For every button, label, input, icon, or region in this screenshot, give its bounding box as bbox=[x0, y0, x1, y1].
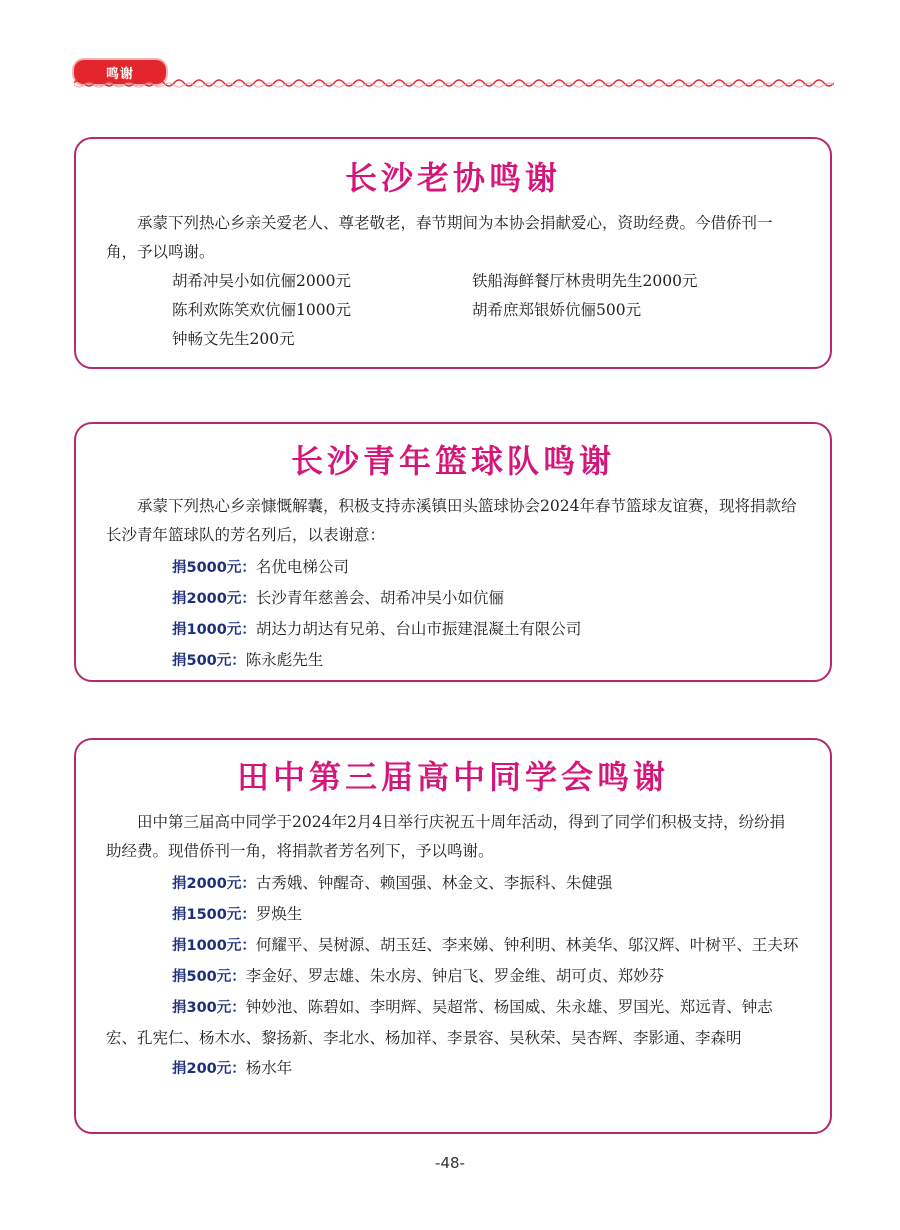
panel-title: 长沙老协鸣谢 bbox=[344, 159, 561, 197]
donation-amount: 捐1500元： bbox=[172, 907, 256, 923]
header-wave-divider bbox=[74, 76, 834, 90]
alumni-association-panel bbox=[74, 738, 832, 1134]
donation-row bbox=[106, 868, 800, 899]
donation-row bbox=[106, 1053, 800, 1084]
donor-names: 陈永彪先生 bbox=[245, 651, 324, 669]
donor-row bbox=[106, 296, 800, 325]
donation-row bbox=[106, 992, 800, 1053]
donor-names: 罗焕生 bbox=[255, 905, 303, 923]
elderly-association-panel bbox=[74, 137, 832, 369]
donor-names: 李金好、罗志雄、朱水房、钟启飞、罗金维、胡可贞、郑妙芬 bbox=[245, 967, 665, 985]
donation-row bbox=[106, 899, 800, 930]
donor-names: 钟妙池、陈碧如、李明辉、吴超常、杨国威、朱永雄、罗国光、郑远青、钟志宏、孔宪仁、杨木水、黎扬新、李北水、杨加祥、李景容、吴秋荣、吴杏辉、李影通、李森明 bbox=[106, 998, 773, 1047]
donation-amount: 捐5000元： bbox=[172, 560, 256, 576]
panel-intro: 承蒙下列热心乡亲关爱老人、尊老敬老，春节期间为本协会捐献爱心，资助经费。今借侨刊一角，予以鸣谢。 bbox=[106, 214, 773, 261]
donor-names: 胡达力胡达有兄弟、台山市振建混凝土有限公司 bbox=[255, 620, 582, 638]
donor-entry: 胡希冲吴小如伉俪2000元 bbox=[172, 272, 351, 290]
donor-names: 古秀娥、钟醒奇、赖国强、林金文、李振科、朱健强 bbox=[255, 874, 613, 892]
panel-intro: 田中第三届高中同学于2024年2月4日举行庆祝五十周年活动，得到了同学们积极支持，纷纷捐助经费。现借侨刊一角，将捐款者芳名列下，予以鸣谢。 bbox=[106, 813, 786, 860]
donor-entry: 铁船海鲜餐厅林贵明先生2000元 bbox=[472, 272, 698, 290]
donor-row bbox=[106, 267, 800, 296]
panel-title: 长沙青年篮球队鸣谢 bbox=[290, 442, 615, 480]
donation-amount: 捐500元： bbox=[172, 653, 246, 669]
donor-names: 何耀平、吴树源、胡玉廷、李来娣、钟利明、林美华、邬汉辉、叶树平、王夫环 bbox=[255, 936, 799, 954]
donation-row bbox=[106, 961, 800, 992]
donation-amount: 捐1000元： bbox=[172, 938, 256, 954]
donation-amount: 捐200元： bbox=[172, 1061, 246, 1077]
panel-intro: 承蒙下列热心乡亲慷慨解囊，积极支持赤溪镇田头篮球协会2024年春节篮球友谊赛，现将捐款给长沙青年篮球队的芳名列后，以表谢意： bbox=[106, 497, 797, 544]
donation-row bbox=[106, 552, 800, 583]
donation-row bbox=[106, 583, 800, 614]
donation-amount: 捐300元： bbox=[172, 1000, 246, 1016]
page-number: -48- bbox=[435, 1154, 465, 1172]
donation-amount: 捐500元： bbox=[172, 969, 246, 985]
donor-entry: 钟畅文先生200元 bbox=[172, 330, 295, 348]
donation-row bbox=[106, 645, 800, 676]
donation-amount: 捐1000元： bbox=[172, 622, 256, 638]
donation-row bbox=[106, 614, 800, 645]
donor-names: 长沙青年慈善会、胡希冲吴小如伉俪 bbox=[255, 589, 504, 607]
donor-entry: 胡希庶郑银娇伉俪500元 bbox=[472, 301, 642, 319]
donation-amount: 捐2000元： bbox=[172, 591, 256, 607]
section-tag-label: 鸣谢 bbox=[105, 67, 134, 82]
panel-title: 田中第三届高中同学会鸣谢 bbox=[236, 758, 669, 796]
basketball-team-panel bbox=[74, 422, 832, 682]
donor-entry: 陈利欢陈笑欢伉俪1000元 bbox=[172, 301, 351, 319]
donor-names: 杨水年 bbox=[245, 1059, 293, 1077]
donation-row bbox=[106, 930, 800, 961]
donation-amount: 捐2000元： bbox=[172, 876, 256, 892]
donor-row bbox=[106, 325, 800, 354]
donor-names: 名优电梯公司 bbox=[255, 558, 349, 576]
